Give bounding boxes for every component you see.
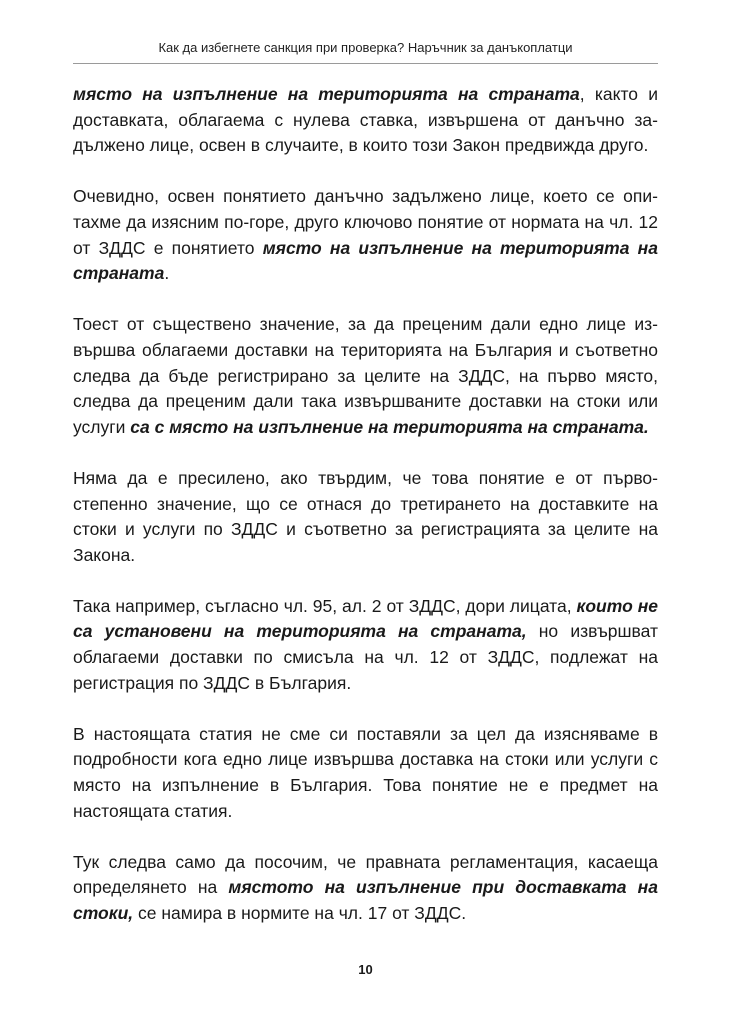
running-header-title: Как да избегнете санкция при проверка? Наръчник за данъкоплатци — [158, 40, 573, 55]
body-text: Тук следва само да посочим, че правната регламентация, касаеща определянето на — [73, 851, 658, 898]
emphasis-text: мястото на изпълнение при доставката на стоки, — [73, 877, 658, 923]
paragraph-3 — [73, 312, 658, 440]
body-text: Няма да е пресилено, ако твърдим, че това понятие е от първостепенно значение, що се отнася до третирането на доставките на стоки и услуги по ЗДДС и съответно за регистрацията за целите на Закона. — [73, 467, 658, 565]
emphasis-text: място на изпълнение на територията на страната — [73, 84, 580, 104]
paragraph-1 — [73, 82, 658, 159]
body-text: се намира в нормите на чл. 17 от ЗДДС. — [133, 903, 467, 923]
emphasis-text: които не са установени на територията на страната, — [73, 595, 658, 642]
paragraph-6 — [73, 722, 658, 824]
body-text: Очевидно, освен понятието данъчно задължено лице, което се опитахме да изясним по-горе, друго ключово понятие от нормата на чл. 12 от ЗДДС е понятието — [73, 186, 658, 258]
paragraph-7 — [73, 850, 658, 927]
emphasis-text: са с място на изпълнение на територията на страната. — [130, 416, 649, 437]
body-text: В настоящата статия не сме си поставяли за цел да изясняваме в подробности кога едно лице извършва доставка на стоки или услуги с място на изпълнение в България. Това понятие не е предмет на настоящата статия. — [73, 723, 658, 821]
body-text: Така например, съгласно чл. 95, ал. 2 от ЗДДС, дори лицата, — [73, 595, 577, 616]
body-text: , както и доставката, облагаема с нулева ставка, извършена от данъчно задължено лице, освен в случаите, в които този Закон предвижда друго. — [73, 84, 658, 156]
page-number: 10 — [358, 962, 373, 977]
article-body — [73, 82, 658, 927]
paragraph-5 — [73, 594, 658, 696]
paragraph-2 — [73, 184, 658, 286]
header-divider — [73, 63, 658, 64]
body-text: . — [164, 263, 170, 284]
body-text: но извършват облагаеми доставки по смисъла на чл. 12 от ЗДДС, подлежат на регистрация по ЗДДС в България. — [73, 621, 659, 693]
emphasis-text: място на изпълнение на територията на страната — [73, 237, 658, 284]
body-text: Тоест от съществено значение, за да преценим дали едно лице извършва облагаеми доставки на територията на България и съответно следва да бъде регистрирано за целите на ЗДДС, на първо място, следва да преценим дали така извършваните доставки на стоки или услуги — [73, 314, 658, 437]
paragraph-4 — [73, 466, 658, 568]
